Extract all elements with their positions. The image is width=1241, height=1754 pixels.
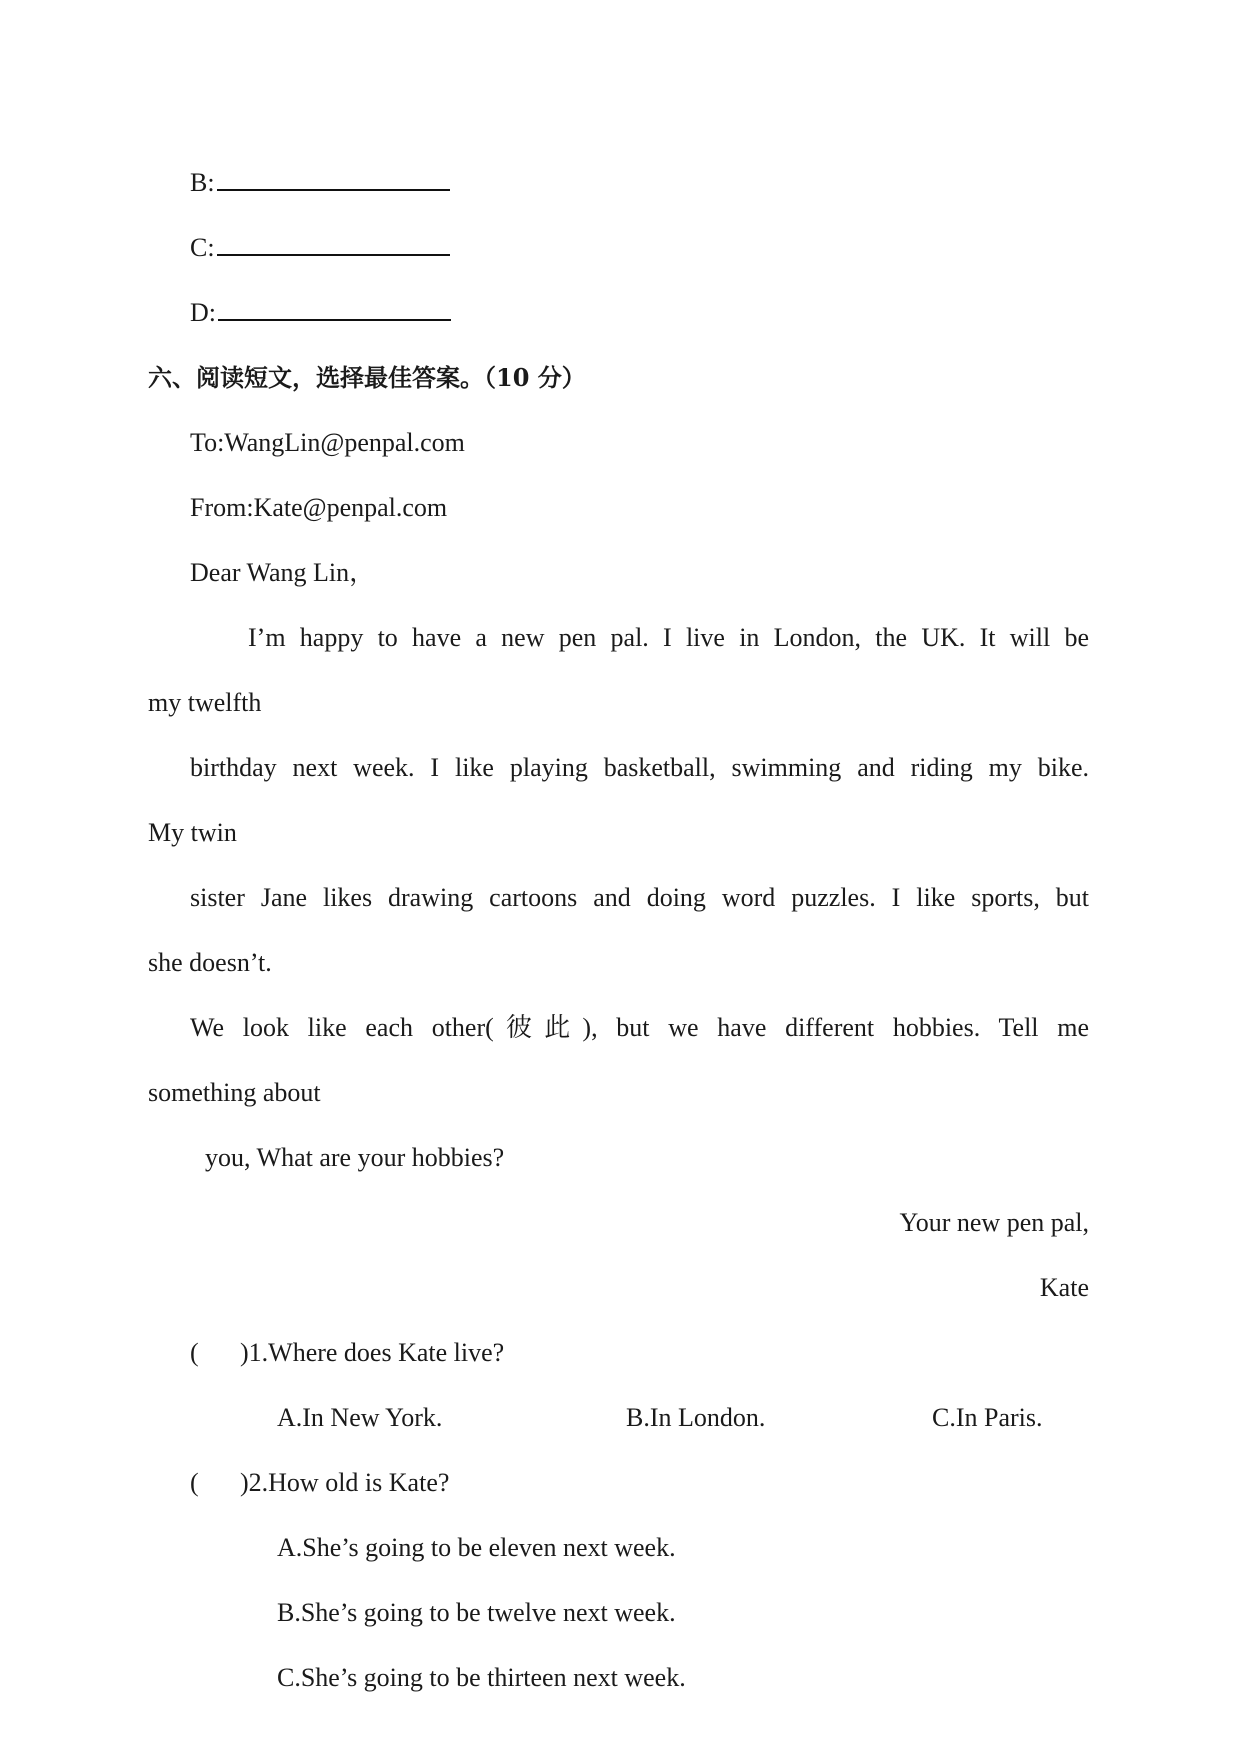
email-p2-line1-text: birthday next week. I like playing basketball, swimming and riding my bike. <box>190 753 1089 782</box>
question-1-option-c[interactable]: C.In Paris. <box>932 1403 1043 1432</box>
email-p1-line1 <box>148 621 1089 655</box>
email-p1-line1-text: I’m happy to have a new pen pal. I live in London, the UK. It will be <box>248 623 1089 652</box>
answer-b-row <box>190 166 450 200</box>
answer-b-blank[interactable] <box>217 167 450 191</box>
email-p5-line1: you, What are your hobbies? <box>205 1143 505 1172</box>
question-2-text: )2.How old is Kate? <box>240 1468 450 1497</box>
question-2-option-b[interactable]: B.She’s going to be twelve next week. <box>277 1598 676 1627</box>
answer-d-row <box>190 296 451 330</box>
email-p1-line2: my twelfth <box>148 688 262 717</box>
question-2-row <box>190 1466 449 1500</box>
email-p3-line2: she doesn’t. <box>148 948 272 977</box>
question-2-option-c[interactable]: C.She’s going to be thirteen next week. <box>277 1663 686 1692</box>
answer-d-label: D: <box>190 298 216 327</box>
section-six-heading: 六、阅读短文，选择最佳答案。（10 分） <box>148 363 586 392</box>
question-1-text: )1.Where does Kate live? <box>240 1338 505 1367</box>
answer-c-blank[interactable] <box>217 232 450 256</box>
question-2-option-a[interactable]: A.She’s going to be eleven next week. <box>277 1533 676 1562</box>
email-p4-line2: something about <box>148 1078 321 1107</box>
question-2-bracket[interactable]: ( <box>190 1468 199 1497</box>
email-closing: Your new pen pal, <box>899 1208 1089 1237</box>
email-p3-line1-text: sister Jane likes drawing cartoons and doing word puzzles. I like sports, but <box>190 883 1089 912</box>
answer-d-blank[interactable] <box>218 297 451 321</box>
answer-c-label: C: <box>190 233 215 262</box>
email-p4-line1-text: We look like each other(彼此), but we have different hobbies. Tell me <box>190 1013 1089 1042</box>
question-1-row <box>190 1336 504 1370</box>
question-1-bracket[interactable]: ( <box>190 1338 199 1367</box>
email-to: To:WangLin@penpal.com <box>190 428 465 457</box>
email-signature: Kate <box>1039 1273 1089 1302</box>
answer-c-row <box>190 231 450 265</box>
email-p2-line2: My twin <box>148 818 237 847</box>
email-p2-line1 <box>148 751 1089 785</box>
email-from: From:Kate@penpal.com <box>190 493 448 522</box>
question-1-option-b[interactable]: B.In London. <box>626 1403 766 1432</box>
answer-b-label: B: <box>190 168 215 197</box>
email-p4-line1 <box>148 1011 1089 1045</box>
email-greeting: Dear Wang Lin， <box>190 558 376 587</box>
email-p3-line1 <box>148 881 1089 915</box>
question-1-option-a[interactable]: A.In New York. <box>277 1403 443 1432</box>
